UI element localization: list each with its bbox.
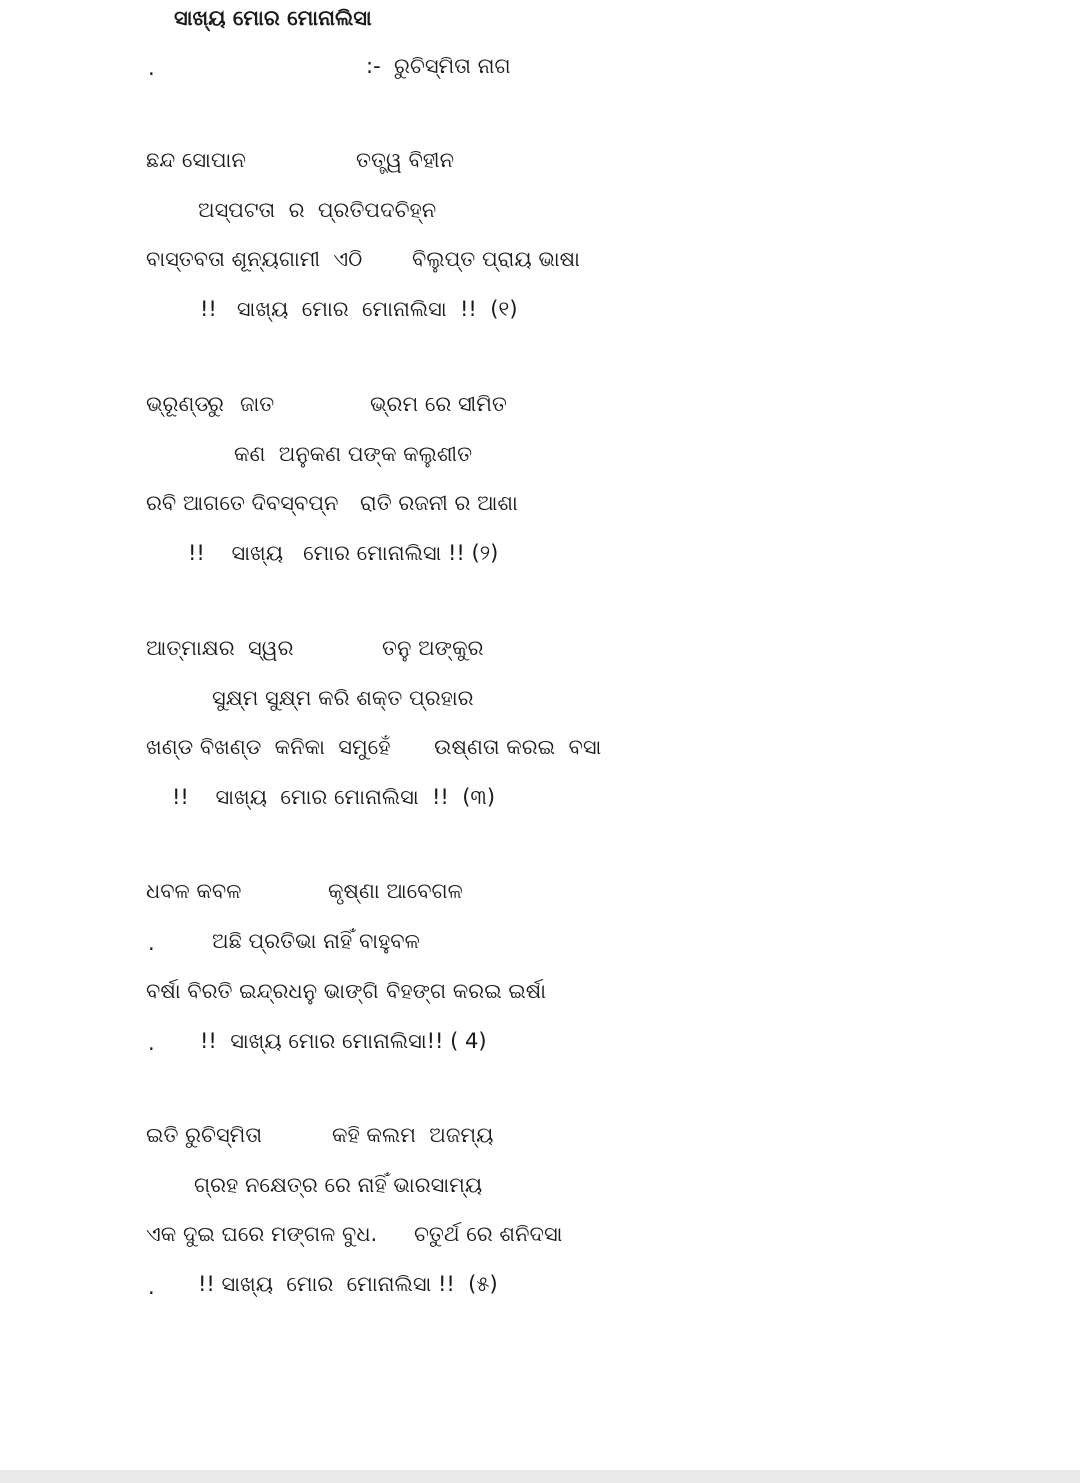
line-segment: ରୁ [208,392,224,416]
byline-dot: . [148,56,155,80]
refrain: !! ସାଖ୍ୟ ମୋର ମୋନାଲିସା !! (୧) [200,297,518,321]
stanza-line: ଗ୍ରହ ନକ୍ଷେତ୍ର ରେ ନାହିଁ ଭାରସାମ୍ୟ [194,1173,483,1197]
line-segment: ରବି ଆଗତେ ଦିବସ୍ବପ୍ନ [146,491,339,515]
stanza-line: ଅସ୍ପଟତା ର ପ୍ରତିପଦଚିହ୍ନ [198,198,437,222]
poem-author: :- ରୁଚିସ୍ମିତା ନାଗ [366,54,511,78]
stanza-line [146,146,566,174]
stanza-line [146,977,566,1005]
stanza-line [146,733,606,761]
line-dot: . [148,931,155,955]
refrain: !! ସାଖ୍ୟ ମୋର ମୋନାଲିସା!! ( 4) [200,1029,487,1053]
stanza-line [146,1121,526,1149]
refrain: !! ସାଖ୍ୟ ମୋର ମୋନାଲିସା !! (୩) [172,785,496,809]
line-dot: . [148,1275,155,1299]
line-segment: କହି କଲମ ଅଜମ୍ୟ [332,1123,494,1147]
line-segment: ଇତି ରୁଚିସ୍ମିତା [146,1123,263,1147]
poem-title: ସାଖ୍ୟ ମୋର ମୋନାଲିସା [174,6,372,30]
line-segment: ଭ୍ରୂଣ୍ଡ [146,392,210,416]
bottom-bar [0,1470,1080,1483]
stanza-line [146,877,506,905]
stanza-line [146,489,546,517]
line-segment: ଧବଳ କବଳ [146,879,242,903]
line-segment: ଭ୍ରମ ରେ ସୀମିତ [370,392,507,416]
line-segment: ଖଣ୍ଡ ବିଖଣ୍ଡ କନିକା ସମୁହେଁ [146,735,391,759]
stanza-line: ଅଛି ପ୍ରତିଭା ନାହିଁ ବାହୁବଳ [212,929,420,953]
line-segment: ଉଷ୍ଣତା କରଇ ବସା [434,735,602,759]
stanza-line: ସୁକ୍ଷ୍ମ ସୁକ୍ଷ୍ମ କରି ଶକ୍ତ ପ୍ରହାର [212,686,474,710]
stanza-line [146,390,526,418]
stanza-line: କଣ ଅନୁକଣ ପଙ୍କ କଲୁଶୀତ [234,442,473,466]
line-segment: ଜାତ [240,392,275,416]
refrain: !! ସାଖ୍ୟ ମୋର ମୋନାଲିସା !! (୫) [198,1272,498,1296]
line-segment: ଆତ୍ମାକ୍ଷର ସ୍ୱର [146,636,294,660]
line-segment: ତନୁ ଅଙ୍କୁର [382,636,484,660]
line-segment: ବର୍ଷା ବିରତି ଇନ୍ଦ୍ରଧନୁ ଭାଙ୍ଗି [146,979,379,1003]
line-segment: ବିଲୁପ୍ତ ପ୍ରାୟ ଭାଷା [412,247,580,271]
line-segment: ଛନ୍ଦ ସୋପାନ [146,148,246,172]
stanza-line [146,634,526,662]
stanza-line [146,245,580,273]
line-segment: ବିହଙ୍ଗ କରଇ ଇର୍ଷା [386,979,547,1003]
line-segment: ତତ୍ତ୍ୱ ବିହୀନ [356,148,455,172]
line-segment: ବାସ୍ତବତା ଶୂନ୍ୟଗାମୀ ଏଠି [146,247,363,271]
refrain: !! ସାଖ୍ୟ ମୋର ମୋନାଲିସା !! (୨) [188,541,499,565]
stanza-line [146,1220,596,1248]
line-segment: ରାତି ରଜନୀ ର ଆଶା [360,491,518,515]
line-segment: ଚତୁର୍ଥ ରେ ଶନିଦସା [414,1222,563,1246]
line-dot: . [148,1031,155,1055]
line-segment: ଏକ ଦୁଇ ଘରେ ମଙ୍ଗଳ ବୁଧ. [146,1222,378,1246]
line-segment: କୃଷ୍ଣା ଆବେଗଳ [328,879,463,903]
